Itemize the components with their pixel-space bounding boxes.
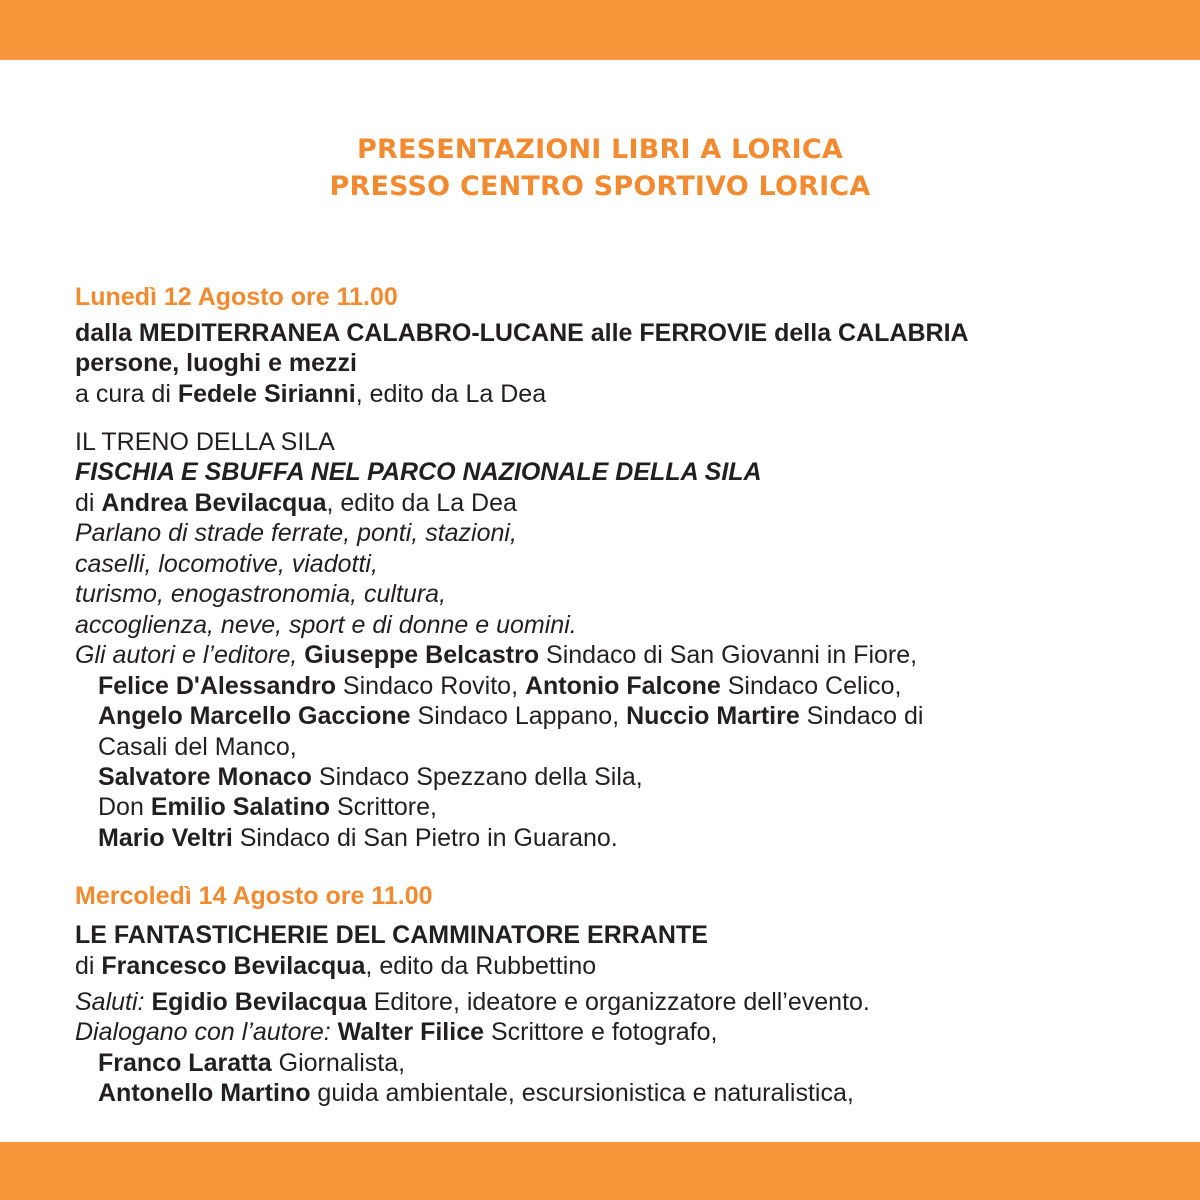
- publisher-text: , edito da Rubbettino: [365, 952, 597, 980]
- speaker-name: Walter Filice: [337, 1018, 485, 1046]
- speaker-name: Emilio Salatino: [150, 793, 331, 821]
- speakers-line: [98, 792, 437, 822]
- event1-book2-credit: [75, 488, 517, 518]
- speaker-role: Scrittore,: [330, 793, 437, 821]
- dialogue-line: [98, 1078, 854, 1108]
- speaker-name: Mario Veltri: [98, 824, 233, 852]
- event1-book2-subtitle: FISCHIA E SBUFFA NEL PARCO NAZIONALE DELLA SILA: [75, 458, 762, 486]
- event1-book2-title: IL TRENO DELLA SILA: [75, 428, 335, 456]
- speaker-name: Nuccio Martire: [626, 702, 800, 730]
- speaker-role: Giornalista,: [271, 1049, 406, 1077]
- event1-book1-subtitle: persone, luoghi e mezzi: [75, 349, 357, 377]
- page-subtitle: PRESSO CENTRO SPORTIVO LORICA: [329, 171, 871, 202]
- speaker-name: Antonello Martino: [98, 1079, 311, 1107]
- speakers-line: [98, 701, 923, 731]
- speaker-name: Giuseppe Belcastro: [304, 641, 540, 669]
- page-title: PRESENTAZIONI LIBRI A LORICA: [356, 134, 844, 165]
- speaker-name: Antonio Falcone: [524, 672, 721, 700]
- dialogue-label: Dialogano con l’autore:: [75, 1018, 338, 1046]
- author-name: Andrea Bevilacqua: [101, 489, 327, 517]
- speaker-role: Scrittore e fotografo,: [484, 1018, 718, 1046]
- speaker-role: Sindaco di: [799, 702, 924, 730]
- event1-book1-credit: [75, 379, 546, 409]
- credit-prefix: di: [75, 489, 102, 517]
- author-name: Francesco Bevilacqua: [101, 952, 366, 980]
- description-line: accoglienza, neve, sport e di donne e uomini.: [75, 611, 577, 639]
- speaker-name: Felice D'Alessandro: [98, 672, 336, 700]
- credit-prefix: di: [75, 952, 102, 980]
- dialogue-line: [98, 1048, 405, 1078]
- author-name: Fedele Sirianni: [177, 380, 356, 408]
- greetings-label: Saluti:: [75, 988, 152, 1016]
- speakers-line: [98, 762, 643, 792]
- speaker-role: Sindaco Rovito,: [335, 672, 525, 700]
- speaker-role: Editore, ideatore e organizzatore dell’evento.: [366, 988, 870, 1016]
- event1-date: Lunedì 12 Agosto ore 11.00: [75, 283, 398, 311]
- speakers-line: [98, 823, 618, 853]
- speakers-line: [75, 640, 917, 670]
- speaker-role: guida ambientale, escursionistica e naturalistica,: [310, 1079, 854, 1107]
- event2-book-credit: [75, 951, 596, 981]
- description-line: Parlano di strade ferrate, ponti, stazioni,: [75, 519, 517, 547]
- publisher-text: , edito da La Dea: [355, 380, 547, 408]
- speaker-role: Sindaco di San Pietro in Guarano.: [232, 824, 618, 852]
- top-accent-band: [0, 0, 1200, 60]
- speaker-role: Sindaco Lappano,: [410, 702, 627, 730]
- event2-book-title: LE FANTASTICHERIE DEL CAMMINATORE ERRANTE: [75, 921, 708, 949]
- speaker-role: Sindaco Spezzano della Sila,: [311, 763, 643, 791]
- publisher-text: , edito da La Dea: [326, 489, 517, 517]
- credit-prefix: a cura di: [75, 380, 178, 408]
- dialogue-line: [75, 1017, 717, 1047]
- speakers-line: Casali del Manco,: [98, 733, 297, 761]
- speaker-role: Sindaco di San Giovanni in Fiore,: [539, 641, 918, 669]
- event1-book1-title: dalla MEDITERRANEA CALABRO-LUCANE alle FERROVIE della CALABRIA: [75, 319, 969, 347]
- speakers-intro: Gli autori e l’editore,: [75, 641, 305, 669]
- speaker-name: Egidio Bevilacqua: [151, 988, 367, 1016]
- description-line: turismo, enogastronomia, cultura,: [75, 580, 447, 608]
- speakers-line: [98, 671, 901, 701]
- speaker-name: Franco Laratta: [98, 1049, 272, 1077]
- description-line: caselli, locomotive, viadotti,: [75, 550, 378, 578]
- bottom-accent-band: [0, 1142, 1200, 1200]
- speaker-name: Salvatore Monaco: [98, 763, 312, 791]
- speaker-name: Angelo Marcello Gaccione: [98, 702, 411, 730]
- speaker-prefix: Don: [98, 793, 151, 821]
- speaker-role: Sindaco Celico,: [720, 672, 902, 700]
- greetings-line: [75, 987, 870, 1017]
- event2-date: Mercoledì 14 Agosto ore 11.00: [75, 882, 433, 910]
